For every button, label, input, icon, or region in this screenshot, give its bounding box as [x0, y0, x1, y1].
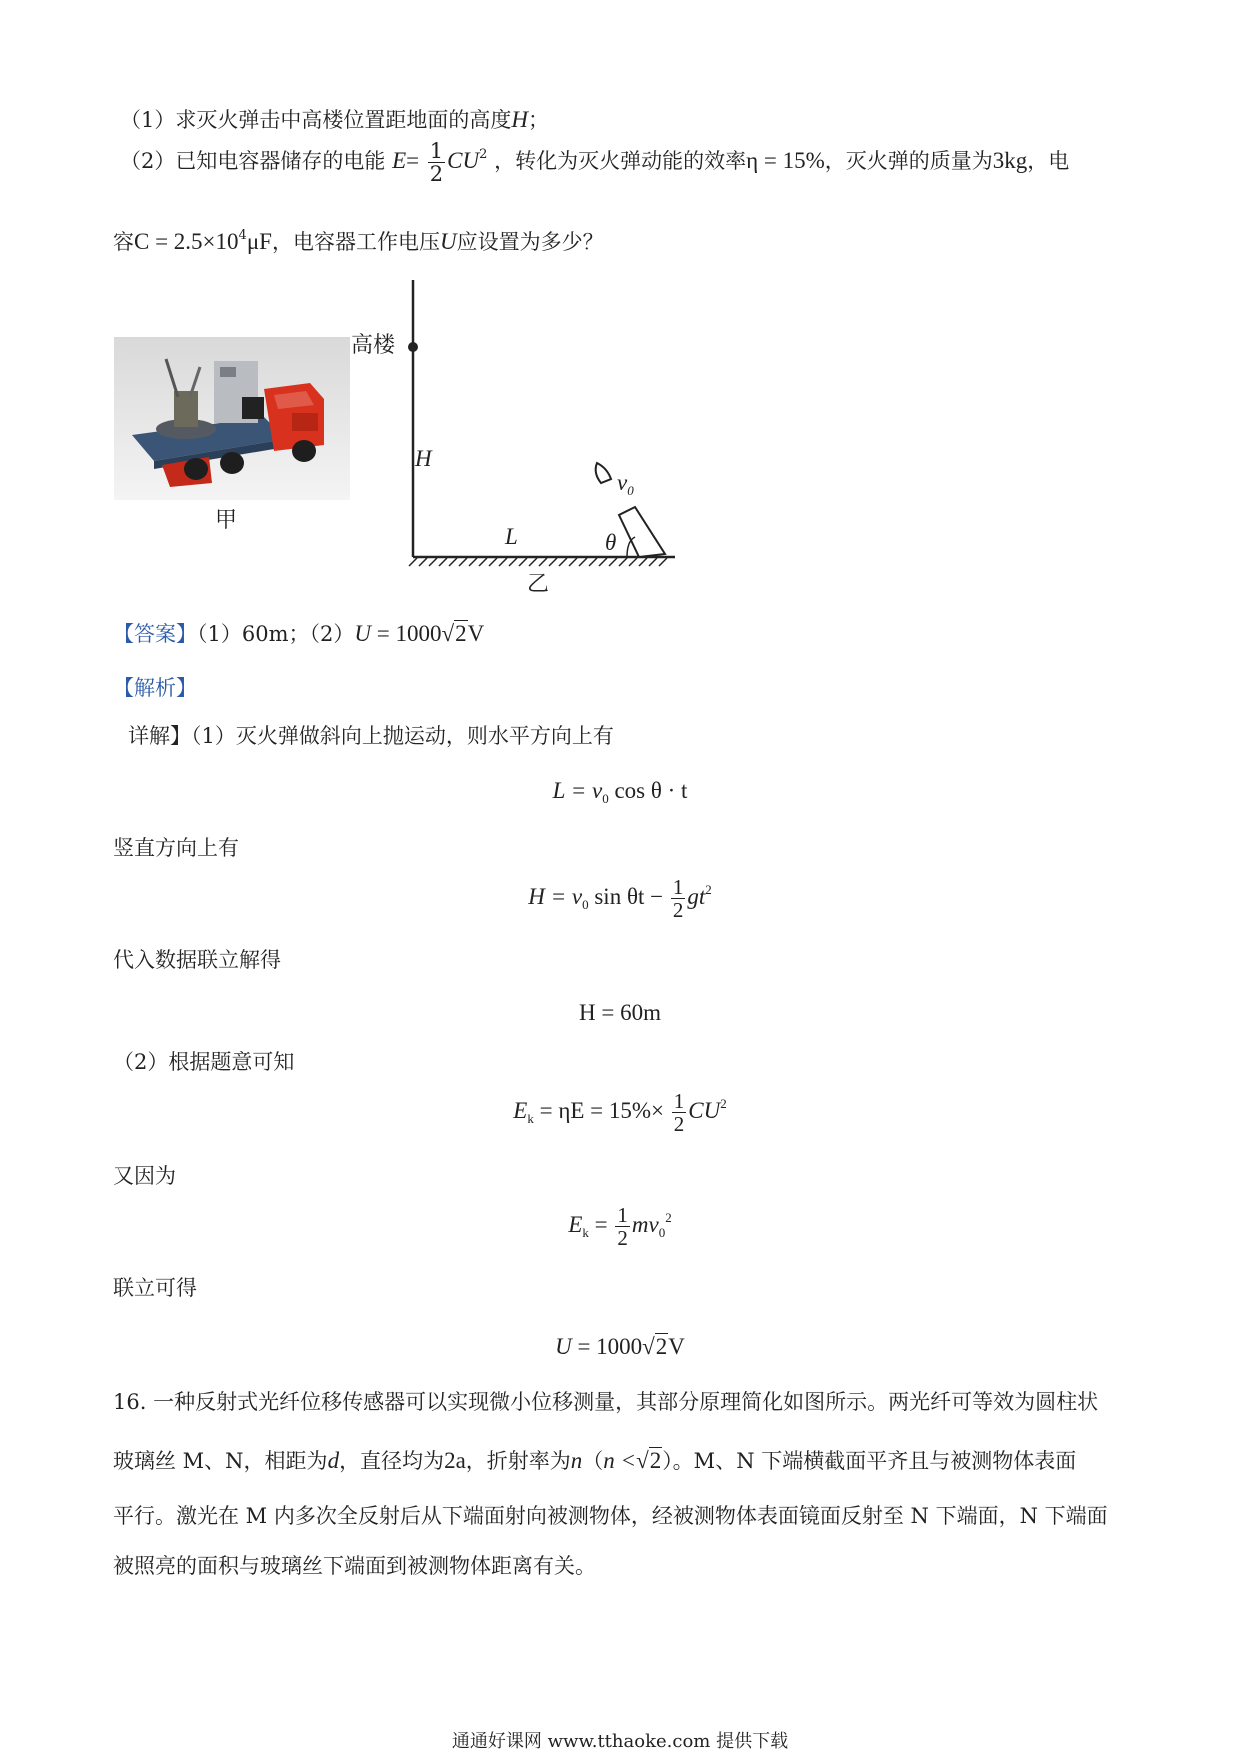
fire-truck-photo	[114, 337, 350, 500]
q2-text-c: ，灭火弹的质量为	[824, 149, 993, 173]
q16-2d: （	[582, 1449, 604, 1473]
q16-n: n	[570, 1448, 583, 1473]
q3-text-b: ，电容器工作电压	[271, 230, 440, 254]
frac-num: 1	[429, 139, 444, 163]
eq2-sup: 2	[705, 881, 712, 897]
analysis-tag: 【解析】	[113, 676, 197, 700]
substitute-text: 代入数据联立解得	[113, 948, 281, 972]
eq4-frac-num: 1	[673, 1089, 685, 1113]
equation-result-H: H = 60m	[579, 1000, 661, 1025]
q16-d: d	[327, 1448, 340, 1473]
eq5-sub: k	[582, 1224, 589, 1240]
q16-ineq: n <	[603, 1448, 637, 1473]
q16-2b: ，直径均为	[339, 1449, 445, 1473]
q2-text-b: ，转化为灭火弹动能的效率	[494, 149, 747, 173]
projectile-diagram	[351, 275, 695, 595]
eq4-sub: k	[527, 1110, 534, 1126]
q16-2e: ）。M、N 下端横截面平齐且与被测物体表面	[662, 1449, 1077, 1473]
q2-sup: 2	[479, 147, 488, 162]
eq6-radicand: 2	[655, 1334, 668, 1359]
q3-text-a: 容	[113, 230, 134, 254]
answer-radicand: 2	[455, 621, 467, 646]
eq2-sub: 0	[582, 896, 589, 912]
eq4-fraction	[672, 1090, 687, 1135]
q16-sqrt: √2	[636, 1448, 662, 1473]
label-L: L	[505, 524, 518, 549]
q2-eq: =	[406, 148, 420, 173]
q16-line-3: 平行。激光在 M 内多次全反射后从下端面射向被测物体，经被测物体表面镜面反射至 N 下端面，N 下端面	[113, 1504, 1108, 1528]
v-symbol: v	[617, 470, 628, 495]
v-sub: 0	[627, 483, 634, 498]
eq5-sub2: 0	[658, 1224, 666, 1240]
eq5-a: E	[568, 1211, 583, 1237]
impact-point	[408, 342, 418, 352]
eq5-frac-den: 2	[617, 1226, 628, 1250]
eq5-b: =	[588, 1211, 608, 1237]
eq1-sub: 0	[602, 791, 609, 806]
eq5-sup: 2	[665, 1209, 672, 1225]
q16-radicand: 2	[649, 1448, 662, 1473]
answer-sqrt: √2	[441, 621, 467, 646]
figure-label-yi: 乙	[527, 572, 550, 597]
label-gaolou: 高楼	[351, 333, 396, 358]
q2-text-d: ，电	[1027, 149, 1070, 173]
frac-den: 2	[429, 162, 444, 186]
question-2-cont	[113, 228, 604, 256]
question-2	[120, 140, 1069, 200]
q1-end: ；	[527, 108, 549, 132]
answer-unit: V	[467, 621, 485, 646]
answer-tag: 【答案】	[113, 622, 197, 646]
eq6-sqrt: √2	[642, 1334, 668, 1359]
vertical-text: 竖直方向上有	[113, 836, 239, 860]
q3-text-c: 应设置为多少？	[456, 230, 604, 254]
launcher-tube	[619, 507, 665, 557]
eq2-fraction	[671, 876, 686, 921]
equation-Ek-2	[0, 1204, 1240, 1249]
q16-line-1: 16. 一种反射式光纤位移传感器可以实现微小位移测量，其部分原理简化如图所示。两光纤可等效为圆柱状	[113, 1390, 1099, 1414]
eq4-b: = ηE = 15%×	[533, 1097, 664, 1123]
q2-eta: η = 15%	[746, 148, 825, 173]
q2-text-a: （2）已知电容器储存的电能	[120, 149, 386, 173]
equation-vertical	[0, 876, 1240, 921]
projectile-shell	[596, 463, 611, 483]
label-theta: θ	[605, 530, 617, 555]
q16-line-2	[113, 1447, 1076, 1475]
answer-text: （1）60m；（2）	[197, 622, 355, 646]
question-1	[120, 106, 549, 134]
q3-cap: C = 2.5×10	[134, 229, 239, 254]
figure-label-jia: 甲	[215, 508, 238, 533]
page-footer: 通通好课网 www.tthaoke.com 提供下载	[451, 1731, 789, 1752]
eq5-c: mv	[631, 1211, 659, 1237]
q1-text: （1）求灭火弹击中高楼位置距地面的高度	[120, 108, 512, 132]
answer-formula: U = 1000	[354, 621, 442, 646]
eq6-unit: V	[668, 1334, 685, 1359]
q16-line-4: 被照亮的面积与玻璃丝下端面到被测物体距离有关。	[113, 1554, 596, 1578]
eq2-g: gt	[687, 883, 706, 909]
eq2-a: H = v	[528, 883, 583, 909]
answer-line	[113, 620, 484, 648]
eq5-frac-num: 1	[617, 1203, 628, 1227]
eq4-a: E	[513, 1097, 528, 1123]
q3-unit: μF	[246, 229, 272, 254]
eq5-fraction	[615, 1204, 630, 1249]
ground-hatch	[409, 558, 667, 566]
q2-mass: 3kg	[992, 148, 1028, 173]
detail-line: 详解】（1）灭火弹做斜向上抛运动，则水平方向上有	[128, 724, 614, 748]
eq4-sup: 2	[720, 1095, 727, 1111]
eq1-b: cos θ · t	[608, 778, 688, 803]
q2-CU: CU	[447, 148, 480, 173]
equation-horizontal	[0, 778, 1240, 804]
q1-var: H	[511, 107, 528, 132]
q16-2c: ，折射率为	[465, 1449, 571, 1473]
combine-text: 联立可得	[113, 1276, 197, 1300]
q3-U: U	[439, 229, 457, 254]
eq4-frac-den: 2	[673, 1112, 685, 1136]
equation-Ek-1	[0, 1090, 1240, 1135]
label-H: H	[415, 446, 432, 471]
eq1-a: L = v	[552, 778, 603, 803]
q16-diameter: 2a	[444, 1448, 466, 1473]
eq2-frac-den: 2	[672, 898, 684, 922]
eq4-c: CU	[688, 1097, 721, 1123]
fraction-half	[428, 140, 445, 185]
also-text: 又因为	[113, 1164, 176, 1188]
q2-E: E	[392, 148, 407, 173]
equation-result-U: U = 1000√2V	[555, 1334, 685, 1359]
q16-2a: 玻璃丝 M、N，相距为	[113, 1449, 328, 1473]
eq2-b: sin θt −	[588, 883, 664, 909]
eq2-frac-num: 1	[672, 875, 684, 899]
part2-text: （2）根据题意可知	[113, 1050, 295, 1074]
q3-sup: 4	[238, 228, 247, 243]
label-v0	[617, 469, 634, 497]
